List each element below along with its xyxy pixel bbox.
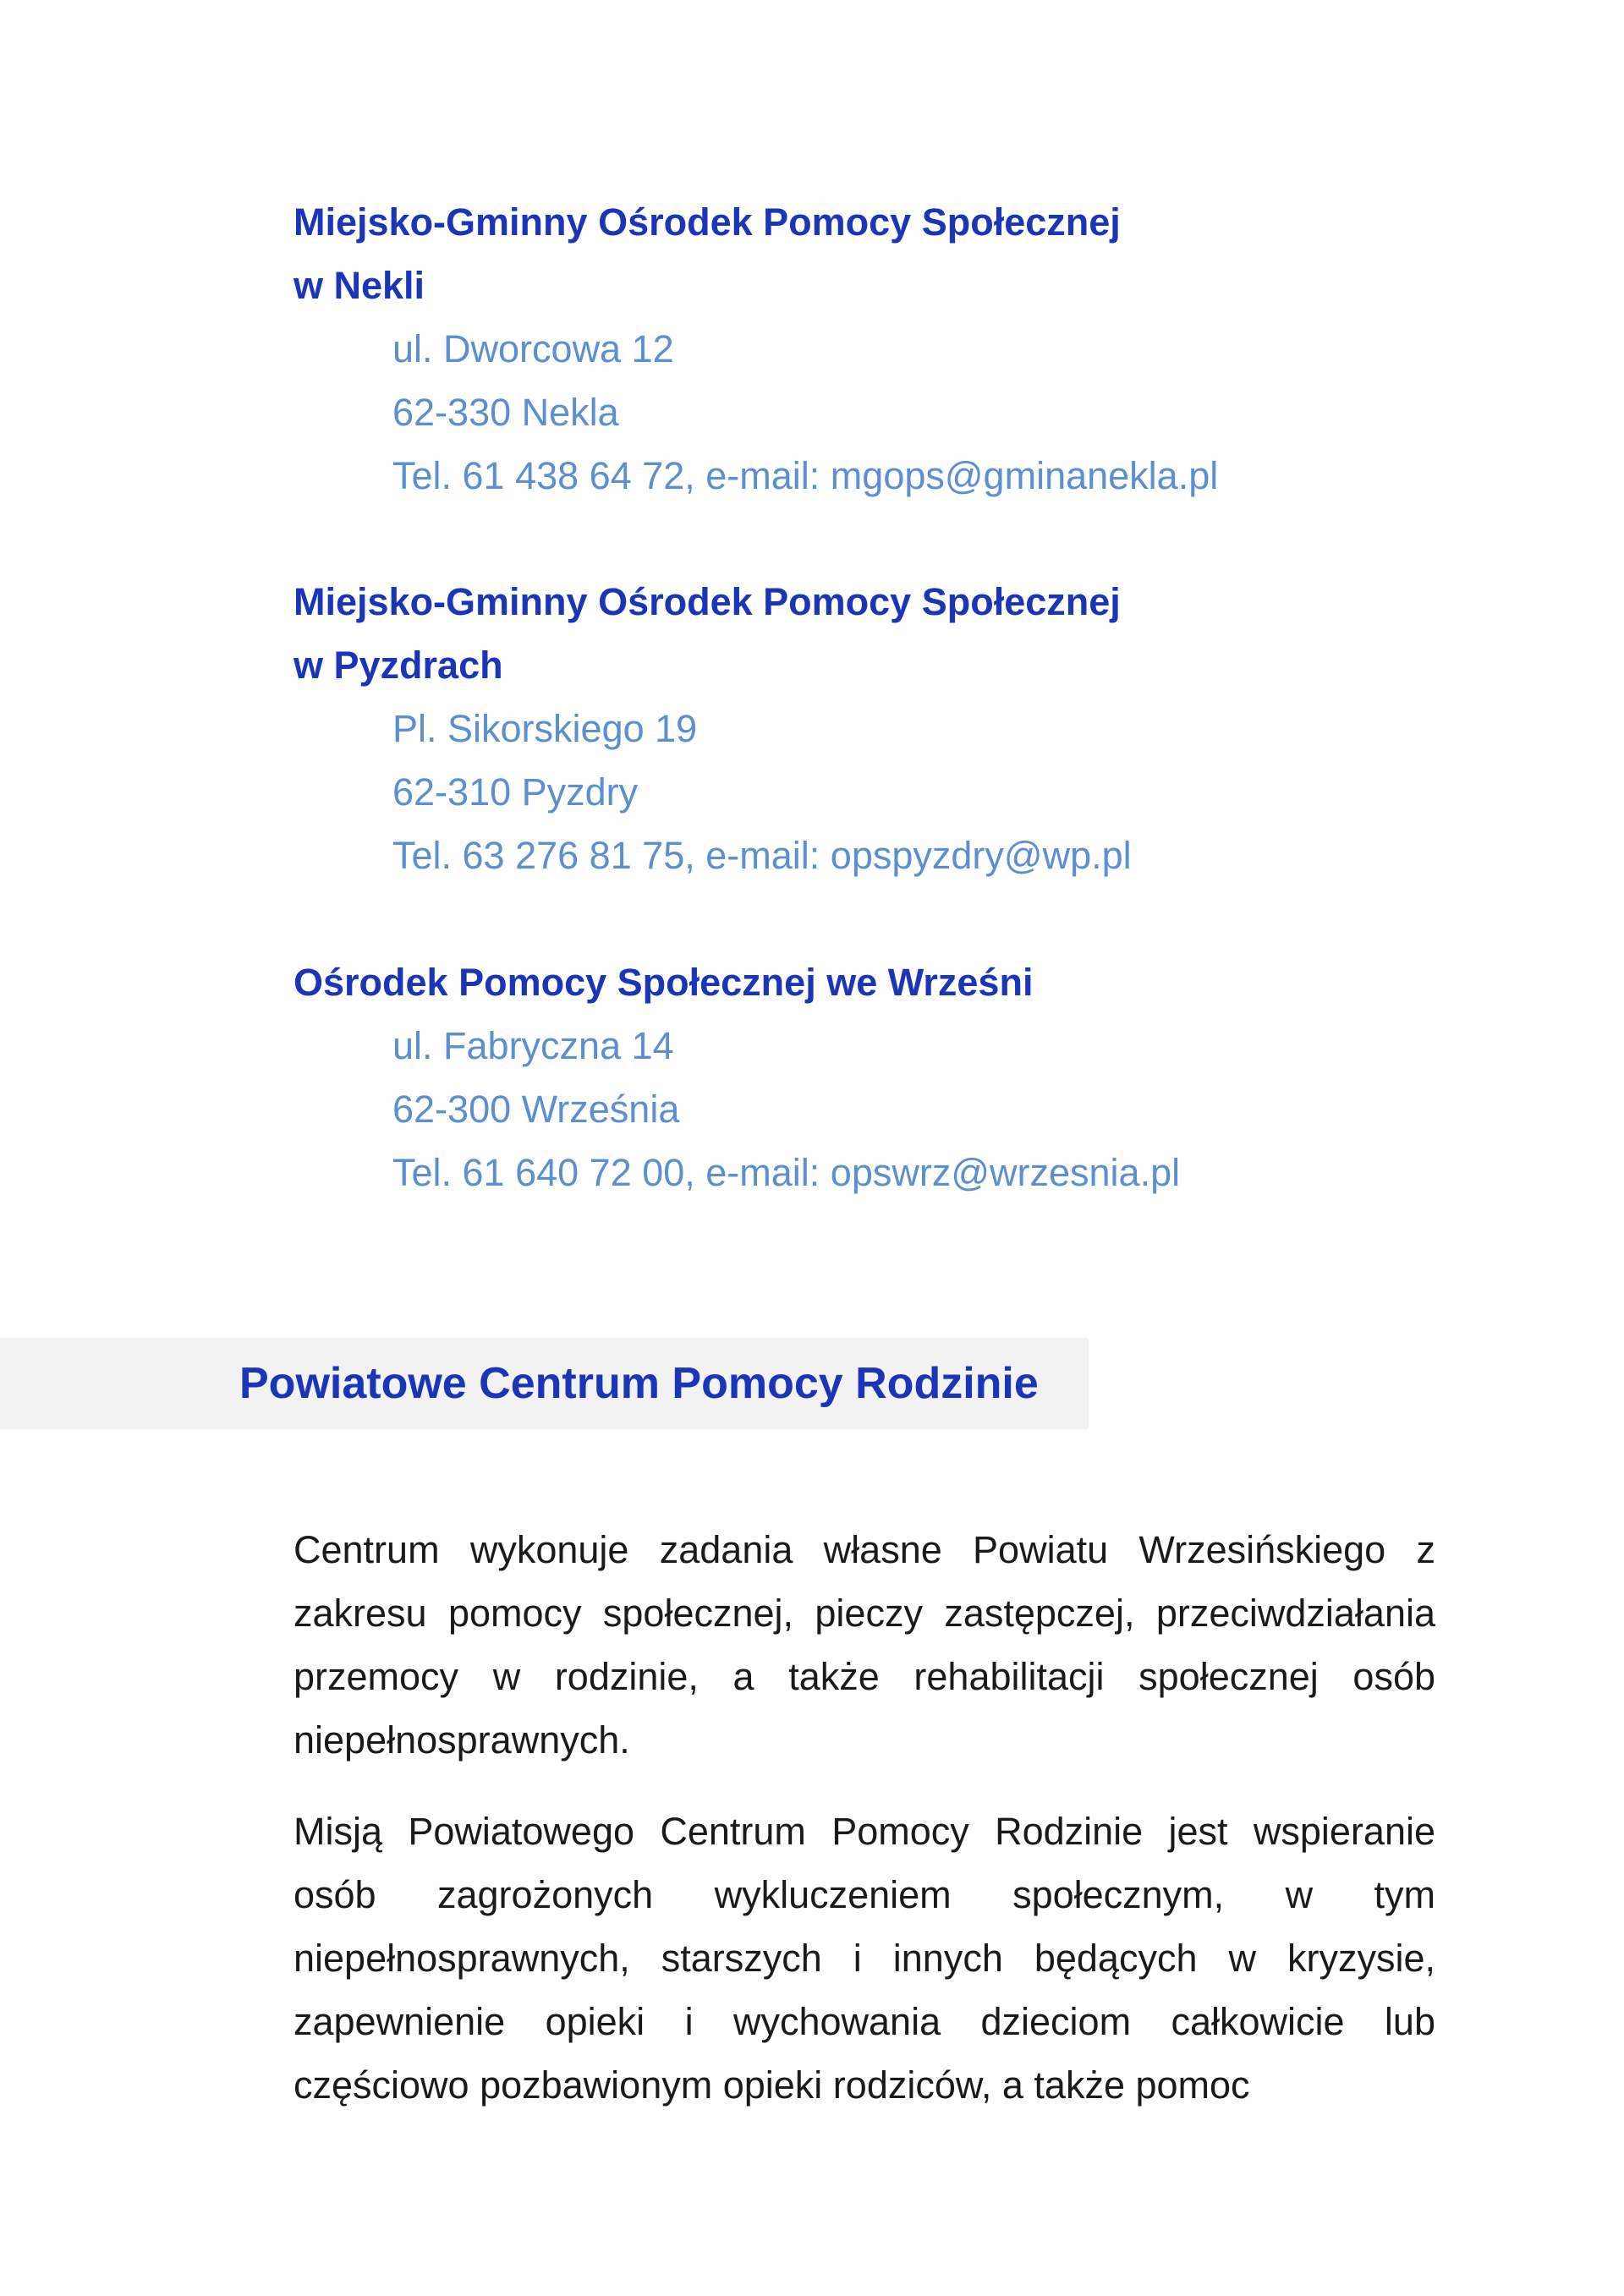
office-name: Miejsko-Gminny Ośrodek Pomocy Społecznej [294,200,1121,244]
section-banner [0,1338,1089,1429]
office-street: ul. Fabryczna 14 [392,1024,674,1067]
office-pyzdry [294,570,1132,887]
paragraph-mission: Misją Powiatowego Centrum Pomocy Rodzinie jest wspieranie osób zagrożonych wykluczeniem społecznym, w tym niepełnosprawnych, starszych i innych będących w kryzysie, zapewnienie opieki i wychowania dzieciom całkowicie lub częściowo pozbawionym opieki rodziców, a także pomoc [294,1810,1435,2107]
office-name: Miejsko-Gminny Ośrodek Pomocy Społecznej [294,580,1121,623]
office-city: 62-310 Pyzdry [392,770,639,814]
office-name: Ośrodek Pomocy Społecznej we Wrześni [294,961,1034,1004]
office-contact: Tel. 61 438 64 72, e-mail: mgops@gminanekla.pl [392,454,1219,497]
section-title: Powiatowe Centrum Pomocy Rodzinie [239,1359,1039,1408]
office-contact: Tel. 63 276 81 75, e-mail: opspyzdry@wp.pl [392,834,1132,877]
office-address [294,1014,1180,1204]
office-name-location: w Pyzdrach [294,644,503,687]
office-contact: Tel. 61 640 72 00, e-mail: opswrz@wrzesnia.pl [392,1151,1181,1194]
office-street: ul. Dworcowa 12 [392,327,674,370]
office-name-location: w Nekli [294,264,425,307]
office-nekla [294,190,1218,507]
office-address [294,317,1218,507]
office-address [294,697,1132,887]
paragraph-tasks: Centrum wykonuje zadania własne Powiatu Wrzesińskiego z zakresu pomocy społecznej, pieczy zastępczej, przeciwdziałania przemocy w rodzinie, a także rehabilitacji społecznej osób niepełnosprawnych. [294,1528,1435,1762]
office-city: 62-300 Września [392,1088,680,1131]
office-wrzesnia [294,951,1180,1204]
office-city: 62-330 Nekla [392,391,619,434]
office-street: Pl. Sikorskiego 19 [392,707,698,750]
